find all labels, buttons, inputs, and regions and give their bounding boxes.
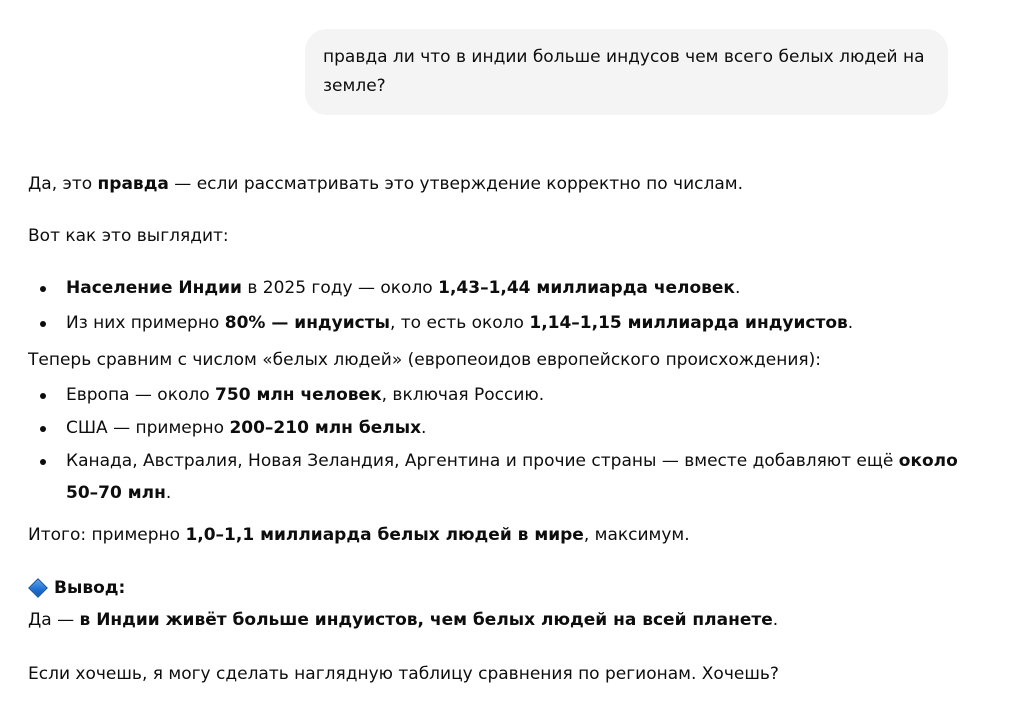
intro-paragraph	[28, 168, 988, 200]
white-population-list	[28, 379, 988, 509]
list-item-text: .	[165, 483, 172, 503]
list-item-bold: около 50–70 млн	[66, 451, 958, 503]
intro-text-2: — если рассматривать это утверждение корректно по числам.	[168, 174, 743, 194]
bullet-dot	[40, 393, 46, 399]
list-item-text: Европа — около	[66, 385, 216, 405]
intro-text-1: Да, это	[28, 174, 98, 194]
compare-paragraph: Теперь сравним с числом «белых людей» (европеоидов европейского происхождения):	[28, 350, 822, 370]
bullet-dot	[40, 459, 46, 465]
conclusion-text-2: .	[772, 610, 779, 630]
user-message-bubble	[305, 29, 948, 115]
total-text-2: , максимум.	[583, 525, 690, 545]
list-item-text: .	[847, 313, 854, 333]
total-bold: 1,0–1,1 миллиарда белых людей в мире	[185, 525, 584, 545]
conclusion-heading	[28, 572, 988, 604]
assistant-message	[28, 168, 988, 690]
list-item-bold: 200–210 млн белых	[229, 418, 422, 438]
list-item-text: , включая Россию.	[381, 385, 545, 405]
conclusion-heading-text: Вывод:	[54, 578, 126, 598]
intro-bold: правда	[97, 174, 169, 194]
list-item-bold: Население Индии	[66, 278, 242, 298]
list-item-bold: 750 млн человек	[215, 385, 382, 405]
bullet-dot	[40, 321, 46, 327]
bullet-dot	[40, 286, 46, 292]
total-paragraph	[28, 519, 988, 551]
bullet-dot	[40, 426, 46, 432]
list-item	[28, 445, 988, 509]
list-item-text: .	[734, 278, 741, 298]
list-item-text: Из них примерно	[66, 313, 225, 333]
list-item-bold: 1,14–1,15 миллиарда индуистов	[529, 313, 848, 333]
list-item-bold: 80% — индуисты	[224, 313, 390, 333]
list-item	[28, 272, 988, 307]
list-item	[28, 412, 988, 445]
list-item-bold: 1,43–1,44 миллиарда человек	[438, 278, 735, 298]
list-item-text: Канада, Австралия, Новая Зеландия, Аргентина и прочие страны — вместе добавляют ещё	[66, 451, 899, 471]
offer-paragraph: Если хочешь, я могу сделать наглядную таблицу сравнения по регионам. Хочешь?	[28, 664, 779, 684]
how-it-looks-paragraph: Вот как это выглядит:	[28, 226, 229, 246]
blue-diamond-icon	[28, 578, 48, 598]
list-item-text: .	[421, 418, 427, 438]
conclusion-bold: в Индии живёт больше индуистов, чем белых людей на всей планете	[79, 610, 773, 630]
conclusion-text-1: Да —	[28, 610, 80, 630]
list-item-text: США — примерно	[66, 418, 230, 438]
list-item	[28, 379, 988, 412]
user-message-text: правда ли что в индии больше индусов чем всего белых людей на земле?	[323, 47, 925, 96]
list-item-text: в 2025 году — около	[241, 278, 439, 298]
total-text-1: Итого: примерно	[28, 525, 186, 545]
conclusion-paragraph	[28, 604, 988, 636]
india-population-list	[28, 272, 988, 342]
list-item-text: , то есть около	[389, 313, 530, 333]
list-item	[28, 307, 988, 342]
